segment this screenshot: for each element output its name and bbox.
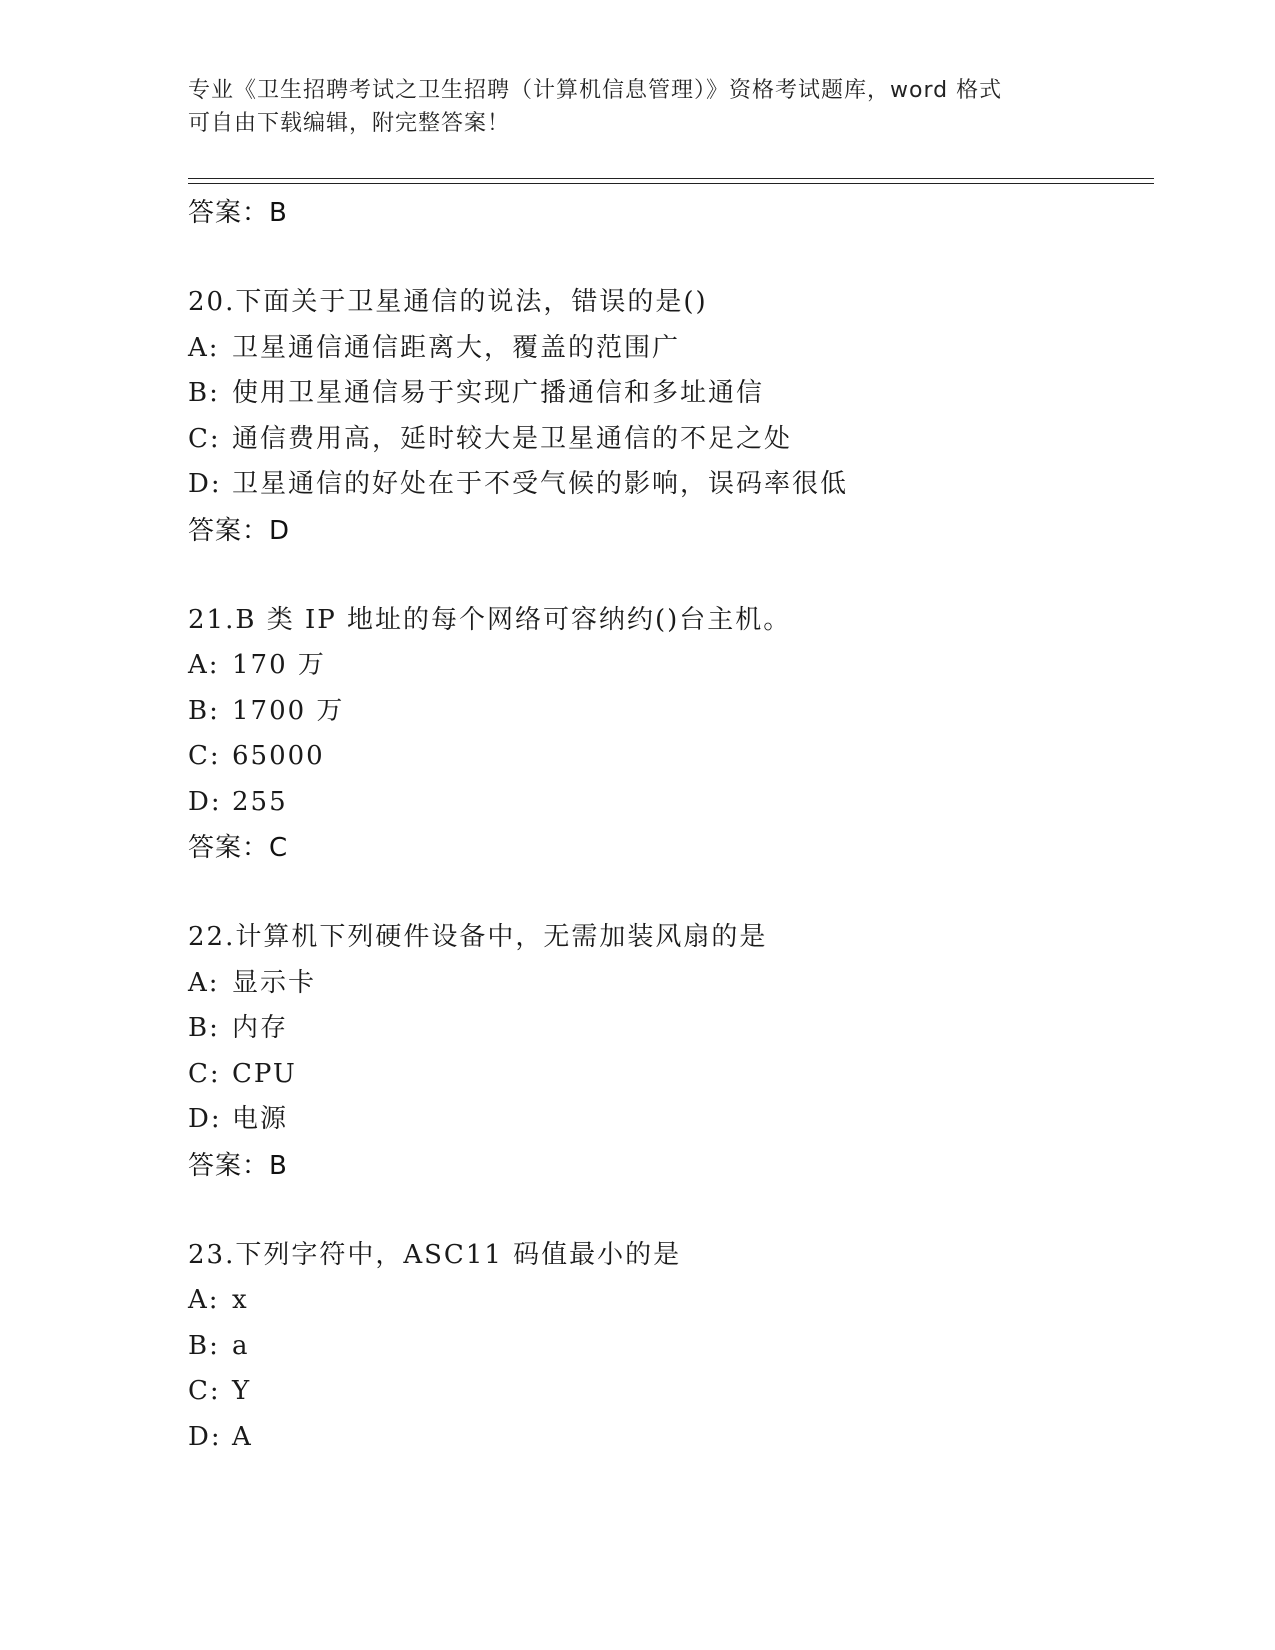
header-line-1: 专业《卫生招聘考试之卫生招聘（计算机信息管理）》资格考试题库，word 格式 [188, 78, 1003, 103]
question-22 [188, 915, 1154, 1189]
spacer [188, 871, 1154, 915]
option-text: 电源 [232, 1104, 289, 1134]
option-a [188, 1278, 1154, 1324]
answer-line: 答案：D [188, 515, 291, 546]
option-text: Y [232, 1376, 252, 1406]
option-text: 使用卫星通信易于实现广播通信和多址通信 [232, 378, 765, 408]
option-key: D: [188, 1421, 222, 1452]
option-key: A: [188, 332, 220, 363]
option-d [188, 1097, 1154, 1143]
option-text: A [232, 1421, 253, 1452]
option-b [188, 1006, 1154, 1052]
option-key: B: [188, 1330, 220, 1361]
option-a [188, 326, 1154, 372]
option-text: 通信费用高，延时较大是卫星通信的不足之处 [232, 423, 793, 454]
option-c [188, 1369, 1154, 1415]
spacer [188, 236, 1154, 280]
option-text: CPU [232, 1058, 297, 1089]
question-20 [188, 280, 1154, 554]
option-text: 255 [232, 786, 288, 817]
question-21 [188, 598, 1154, 872]
option-b [188, 1324, 1154, 1370]
option-c [188, 1052, 1154, 1098]
option-text: 65000 [232, 741, 325, 771]
header-rule-top [188, 178, 1154, 179]
spacer [188, 1189, 1154, 1233]
option-b [188, 689, 1154, 735]
option-text: 1700 万 [232, 695, 345, 726]
option-key: A: [188, 650, 220, 680]
option-text: 卫星通信通信距离大，覆盖的范围广 [232, 332, 681, 363]
option-a [188, 643, 1154, 689]
option-text: 170 万 [232, 650, 326, 680]
option-key: B: [188, 695, 220, 726]
option-key: A: [188, 967, 220, 998]
option-text: a [232, 1330, 250, 1361]
option-c [188, 734, 1154, 780]
question-stem: 21.B 类 IP 地址的每个网络可容纳约()台主机。 [188, 604, 792, 635]
question-stem: 20.下面关于卫星通信的说法，错误的是() [188, 287, 708, 317]
option-text: 内存 [232, 1013, 289, 1043]
option-a [188, 961, 1154, 1007]
option-d [188, 462, 1154, 508]
option-b [188, 371, 1154, 417]
spacer [188, 554, 1154, 598]
option-c [188, 417, 1154, 463]
option-text: 显示卡 [232, 967, 317, 998]
question-list [188, 190, 1154, 1460]
previous-answer: 答案：B [188, 198, 288, 228]
option-key: C: [188, 1058, 221, 1089]
option-key: D: [188, 1104, 222, 1134]
answer-line: 答案：C [188, 833, 289, 863]
option-key: C: [188, 741, 221, 771]
option-text: x [232, 1285, 249, 1315]
option-key: B: [188, 1013, 220, 1043]
page-header [188, 74, 1068, 140]
option-key: D: [188, 786, 222, 817]
option-key: D: [188, 469, 222, 499]
question-stem: 23.下列字符中，ASC11 码值最小的是 [188, 1239, 682, 1270]
question-23 [188, 1233, 1154, 1461]
option-text: 卫星通信的好处在于不受气候的影响，误码率很低 [232, 469, 849, 499]
option-d [188, 1415, 1154, 1461]
option-key: C: [188, 1376, 221, 1406]
option-d [188, 780, 1154, 826]
question-stem: 22.计算机下列硬件设备中，无需加装风扇的是 [188, 922, 768, 952]
header-line-2: 可自由下载编辑，附完整答案！ [188, 111, 511, 136]
option-key: C: [188, 423, 221, 454]
header-rule-bottom [188, 183, 1154, 184]
answer-line: 答案：B [188, 1150, 288, 1181]
option-key: A: [188, 1285, 220, 1315]
option-key: B: [188, 378, 220, 408]
